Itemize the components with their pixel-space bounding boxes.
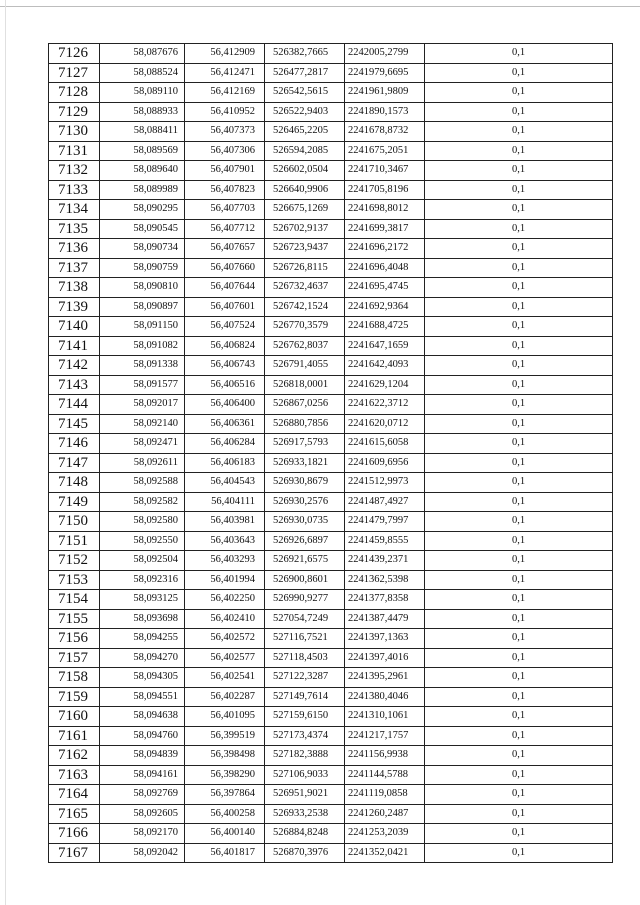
x-coordinate-cell: 526930,8679 bbox=[265, 473, 345, 493]
latitude-cell: 58,092550 bbox=[100, 531, 185, 551]
latitude-cell: 58,091082 bbox=[100, 336, 185, 356]
x-coordinate-cell: 527054,7249 bbox=[265, 609, 345, 629]
point-number: 7153 bbox=[49, 570, 100, 590]
value-cell: 0,1 bbox=[425, 219, 613, 239]
table-row bbox=[49, 473, 613, 493]
point-number: 7132 bbox=[49, 161, 100, 181]
longitude-cell: 56,399519 bbox=[185, 726, 265, 746]
x-coordinate-cell: 526880,7856 bbox=[265, 414, 345, 434]
table-row bbox=[49, 414, 613, 434]
table-row bbox=[49, 843, 613, 863]
latitude-cell: 58,094760 bbox=[100, 726, 185, 746]
x-coordinate-cell: 526818,0001 bbox=[265, 375, 345, 395]
table-row bbox=[49, 804, 613, 824]
longitude-cell: 56,404543 bbox=[185, 473, 265, 493]
point-number: 7162 bbox=[49, 746, 100, 766]
point-number: 7143 bbox=[49, 375, 100, 395]
latitude-cell: 58,093125 bbox=[100, 590, 185, 610]
value-cell: 0,1 bbox=[425, 551, 613, 571]
value-cell: 0,1 bbox=[425, 726, 613, 746]
value-cell: 0,1 bbox=[425, 122, 613, 142]
y-coordinate-cell: 2241622,3712 bbox=[345, 395, 425, 415]
longitude-cell: 56,398290 bbox=[185, 765, 265, 785]
latitude-cell: 58,090545 bbox=[100, 219, 185, 239]
point-number: 7141 bbox=[49, 336, 100, 356]
point-number: 7126 bbox=[49, 44, 100, 64]
latitude-cell: 58,092582 bbox=[100, 492, 185, 512]
value-cell: 0,1 bbox=[425, 707, 613, 727]
table-row bbox=[49, 395, 613, 415]
value-cell: 0,1 bbox=[425, 609, 613, 629]
latitude-cell: 58,094255 bbox=[100, 629, 185, 649]
longitude-cell: 56,406516 bbox=[185, 375, 265, 395]
point-number: 7138 bbox=[49, 278, 100, 298]
latitude-cell: 58,089989 bbox=[100, 180, 185, 200]
y-coordinate-cell: 2241979,6695 bbox=[345, 63, 425, 83]
x-coordinate-cell: 527122,3287 bbox=[265, 668, 345, 688]
y-coordinate-cell: 2241387,4479 bbox=[345, 609, 425, 629]
x-coordinate-cell: 526951,9021 bbox=[265, 785, 345, 805]
y-coordinate-cell: 2241119,0858 bbox=[345, 785, 425, 805]
x-coordinate-cell: 526867,0256 bbox=[265, 395, 345, 415]
table-row bbox=[49, 746, 613, 766]
longitude-cell: 56,407306 bbox=[185, 141, 265, 161]
value-cell: 0,1 bbox=[425, 531, 613, 551]
value-cell: 0,1 bbox=[425, 200, 613, 220]
x-coordinate-cell: 526926,6897 bbox=[265, 531, 345, 551]
x-coordinate-cell: 527106,9033 bbox=[265, 765, 345, 785]
value-cell: 0,1 bbox=[425, 570, 613, 590]
latitude-cell: 58,092316 bbox=[100, 570, 185, 590]
longitude-cell: 56,401095 bbox=[185, 707, 265, 727]
value-cell: 0,1 bbox=[425, 180, 613, 200]
x-coordinate-cell: 526762,8037 bbox=[265, 336, 345, 356]
latitude-cell: 58,089569 bbox=[100, 141, 185, 161]
latitude-cell: 58,090734 bbox=[100, 239, 185, 259]
y-coordinate-cell: 2241260,2487 bbox=[345, 804, 425, 824]
value-cell: 0,1 bbox=[425, 804, 613, 824]
point-number: 7150 bbox=[49, 512, 100, 532]
y-coordinate-cell: 2241512,9973 bbox=[345, 473, 425, 493]
latitude-cell: 58,092170 bbox=[100, 824, 185, 844]
table-row bbox=[49, 668, 613, 688]
y-coordinate-cell: 2241397,4016 bbox=[345, 648, 425, 668]
longitude-cell: 56,403643 bbox=[185, 531, 265, 551]
longitude-cell: 56,406183 bbox=[185, 453, 265, 473]
x-coordinate-cell: 526726,8115 bbox=[265, 258, 345, 278]
point-number: 7157 bbox=[49, 648, 100, 668]
latitude-cell: 58,094839 bbox=[100, 746, 185, 766]
y-coordinate-cell: 2241352,0421 bbox=[345, 843, 425, 863]
y-coordinate-cell: 2241156,9938 bbox=[345, 746, 425, 766]
latitude-cell: 58,092611 bbox=[100, 453, 185, 473]
table-row bbox=[49, 453, 613, 473]
latitude-cell: 58,092471 bbox=[100, 434, 185, 454]
x-coordinate-cell: 526933,1821 bbox=[265, 453, 345, 473]
latitude-cell: 58,092605 bbox=[100, 804, 185, 824]
table-row bbox=[49, 239, 613, 259]
longitude-cell: 56,406284 bbox=[185, 434, 265, 454]
table-row bbox=[49, 609, 613, 629]
longitude-cell: 56,412471 bbox=[185, 63, 265, 83]
table-row bbox=[49, 63, 613, 83]
value-cell: 0,1 bbox=[425, 317, 613, 337]
table-row bbox=[49, 102, 613, 122]
latitude-cell: 58,094161 bbox=[100, 765, 185, 785]
table-row bbox=[49, 531, 613, 551]
value-cell: 0,1 bbox=[425, 648, 613, 668]
longitude-cell: 56,406361 bbox=[185, 414, 265, 434]
point-number: 7160 bbox=[49, 707, 100, 727]
table-row bbox=[49, 512, 613, 532]
x-coordinate-cell: 526702,9137 bbox=[265, 219, 345, 239]
point-number: 7147 bbox=[49, 453, 100, 473]
latitude-cell: 58,092042 bbox=[100, 843, 185, 863]
latitude-cell: 58,092769 bbox=[100, 785, 185, 805]
point-number: 7165 bbox=[49, 804, 100, 824]
longitude-cell: 56,401994 bbox=[185, 570, 265, 590]
longitude-cell: 56,400258 bbox=[185, 804, 265, 824]
longitude-cell: 56,402250 bbox=[185, 590, 265, 610]
point-number: 7159 bbox=[49, 687, 100, 707]
point-number: 7148 bbox=[49, 473, 100, 493]
y-coordinate-cell: 2241705,8196 bbox=[345, 180, 425, 200]
x-coordinate-cell: 526990,9277 bbox=[265, 590, 345, 610]
table-row bbox=[49, 629, 613, 649]
latitude-cell: 58,088411 bbox=[100, 122, 185, 142]
x-coordinate-cell: 526602,0504 bbox=[265, 161, 345, 181]
x-coordinate-cell: 526675,1269 bbox=[265, 200, 345, 220]
table-row bbox=[49, 726, 613, 746]
y-coordinate-cell: 2241629,1204 bbox=[345, 375, 425, 395]
value-cell: 0,1 bbox=[425, 590, 613, 610]
x-coordinate-cell: 527182,3888 bbox=[265, 746, 345, 766]
table-row bbox=[49, 570, 613, 590]
coordinates-table bbox=[48, 43, 613, 863]
table-row bbox=[49, 551, 613, 571]
table-row bbox=[49, 336, 613, 356]
value-cell: 0,1 bbox=[425, 239, 613, 259]
latitude-cell: 58,091150 bbox=[100, 317, 185, 337]
latitude-cell: 58,094305 bbox=[100, 668, 185, 688]
point-number: 7133 bbox=[49, 180, 100, 200]
x-coordinate-cell: 526884,8248 bbox=[265, 824, 345, 844]
x-coordinate-cell: 526930,2576 bbox=[265, 492, 345, 512]
scan-edge-line bbox=[5, 0, 6, 905]
latitude-cell: 58,090759 bbox=[100, 258, 185, 278]
longitude-cell: 56,407644 bbox=[185, 278, 265, 298]
y-coordinate-cell: 2241217,1757 bbox=[345, 726, 425, 746]
table-row bbox=[49, 824, 613, 844]
x-coordinate-cell: 526921,6575 bbox=[265, 551, 345, 571]
value-cell: 0,1 bbox=[425, 414, 613, 434]
point-number: 7154 bbox=[49, 590, 100, 610]
value-cell: 0,1 bbox=[425, 629, 613, 649]
y-coordinate-cell: 2241961,9809 bbox=[345, 83, 425, 103]
longitude-cell: 56,406400 bbox=[185, 395, 265, 415]
point-number: 7129 bbox=[49, 102, 100, 122]
point-number: 7164 bbox=[49, 785, 100, 805]
table-row bbox=[49, 161, 613, 181]
point-number: 7163 bbox=[49, 765, 100, 785]
point-number: 7134 bbox=[49, 200, 100, 220]
value-cell: 0,1 bbox=[425, 83, 613, 103]
latitude-cell: 58,088933 bbox=[100, 102, 185, 122]
longitude-cell: 56,412909 bbox=[185, 44, 265, 64]
y-coordinate-cell: 2241380,4046 bbox=[345, 687, 425, 707]
table-row bbox=[49, 122, 613, 142]
y-coordinate-cell: 2241688,4725 bbox=[345, 317, 425, 337]
value-cell: 0,1 bbox=[425, 473, 613, 493]
value-cell: 0,1 bbox=[425, 843, 613, 863]
value-cell: 0,1 bbox=[425, 161, 613, 181]
table-row bbox=[49, 83, 613, 103]
value-cell: 0,1 bbox=[425, 492, 613, 512]
value-cell: 0,1 bbox=[425, 395, 613, 415]
longitude-cell: 56,407703 bbox=[185, 200, 265, 220]
latitude-cell: 58,090295 bbox=[100, 200, 185, 220]
longitude-cell: 56,403293 bbox=[185, 551, 265, 571]
latitude-cell: 58,094270 bbox=[100, 648, 185, 668]
longitude-cell: 56,397864 bbox=[185, 785, 265, 805]
x-coordinate-cell: 526770,3579 bbox=[265, 317, 345, 337]
x-coordinate-cell: 526640,9906 bbox=[265, 180, 345, 200]
longitude-cell: 56,407524 bbox=[185, 317, 265, 337]
point-number: 7167 bbox=[49, 843, 100, 863]
x-coordinate-cell: 527173,4374 bbox=[265, 726, 345, 746]
longitude-cell: 56,400140 bbox=[185, 824, 265, 844]
table-row bbox=[49, 141, 613, 161]
longitude-cell: 56,407712 bbox=[185, 219, 265, 239]
table-row bbox=[49, 375, 613, 395]
longitude-cell: 56,402410 bbox=[185, 609, 265, 629]
x-coordinate-cell: 526477,2817 bbox=[265, 63, 345, 83]
value-cell: 0,1 bbox=[425, 297, 613, 317]
latitude-cell: 58,092588 bbox=[100, 473, 185, 493]
latitude-cell: 58,091338 bbox=[100, 356, 185, 376]
y-coordinate-cell: 2241710,3467 bbox=[345, 161, 425, 181]
table-row bbox=[49, 765, 613, 785]
y-coordinate-cell: 2241678,8732 bbox=[345, 122, 425, 142]
y-coordinate-cell: 2241647,1659 bbox=[345, 336, 425, 356]
x-coordinate-cell: 526791,4055 bbox=[265, 356, 345, 376]
point-number: 7149 bbox=[49, 492, 100, 512]
longitude-cell: 56,407601 bbox=[185, 297, 265, 317]
latitude-cell: 58,093698 bbox=[100, 609, 185, 629]
value-cell: 0,1 bbox=[425, 687, 613, 707]
point-number: 7146 bbox=[49, 434, 100, 454]
longitude-cell: 56,410952 bbox=[185, 102, 265, 122]
point-number: 7131 bbox=[49, 141, 100, 161]
table-row bbox=[49, 590, 613, 610]
value-cell: 0,1 bbox=[425, 102, 613, 122]
table-row bbox=[49, 434, 613, 454]
latitude-cell: 58,092504 bbox=[100, 551, 185, 571]
point-number: 7155 bbox=[49, 609, 100, 629]
x-coordinate-cell: 527116,7521 bbox=[265, 629, 345, 649]
table-row bbox=[49, 219, 613, 239]
x-coordinate-cell: 526933,2538 bbox=[265, 804, 345, 824]
x-coordinate-cell: 526465,2205 bbox=[265, 122, 345, 142]
y-coordinate-cell: 2241397,1363 bbox=[345, 629, 425, 649]
point-number: 7166 bbox=[49, 824, 100, 844]
value-cell: 0,1 bbox=[425, 765, 613, 785]
value-cell: 0,1 bbox=[425, 63, 613, 83]
latitude-cell: 58,094551 bbox=[100, 687, 185, 707]
point-number: 7135 bbox=[49, 219, 100, 239]
value-cell: 0,1 bbox=[425, 512, 613, 532]
latitude-cell: 58,090810 bbox=[100, 278, 185, 298]
y-coordinate-cell: 2241144,5788 bbox=[345, 765, 425, 785]
latitude-cell: 58,092140 bbox=[100, 414, 185, 434]
y-coordinate-cell: 2241362,5398 bbox=[345, 570, 425, 590]
point-number: 7140 bbox=[49, 317, 100, 337]
longitude-cell: 56,412169 bbox=[185, 83, 265, 103]
point-number: 7156 bbox=[49, 629, 100, 649]
value-cell: 0,1 bbox=[425, 668, 613, 688]
latitude-cell: 58,091577 bbox=[100, 375, 185, 395]
point-number: 7144 bbox=[49, 395, 100, 415]
longitude-cell: 56,407823 bbox=[185, 180, 265, 200]
latitude-cell: 58,092580 bbox=[100, 512, 185, 532]
x-coordinate-cell: 527149,7614 bbox=[265, 687, 345, 707]
x-coordinate-cell: 526870,3976 bbox=[265, 843, 345, 863]
point-number: 7158 bbox=[49, 668, 100, 688]
value-cell: 0,1 bbox=[425, 746, 613, 766]
latitude-cell: 58,088524 bbox=[100, 63, 185, 83]
point-number: 7139 bbox=[49, 297, 100, 317]
y-coordinate-cell: 2241439,2371 bbox=[345, 551, 425, 571]
table-row bbox=[49, 785, 613, 805]
table-row bbox=[49, 180, 613, 200]
y-coordinate-cell: 2241696,2172 bbox=[345, 239, 425, 259]
y-coordinate-cell: 2241609,6956 bbox=[345, 453, 425, 473]
x-coordinate-cell: 527159,6150 bbox=[265, 707, 345, 727]
table-row bbox=[49, 492, 613, 512]
table-row bbox=[49, 707, 613, 727]
table-row bbox=[49, 200, 613, 220]
point-number: 7145 bbox=[49, 414, 100, 434]
y-coordinate-cell: 2241459,8555 bbox=[345, 531, 425, 551]
y-coordinate-cell: 2241890,1573 bbox=[345, 102, 425, 122]
longitude-cell: 56,401817 bbox=[185, 843, 265, 863]
y-coordinate-cell: 2241695,4745 bbox=[345, 278, 425, 298]
longitude-cell: 56,406824 bbox=[185, 336, 265, 356]
value-cell: 0,1 bbox=[425, 356, 613, 376]
x-coordinate-cell: 526723,9437 bbox=[265, 239, 345, 259]
y-coordinate-cell: 2241642,4093 bbox=[345, 356, 425, 376]
value-cell: 0,1 bbox=[425, 278, 613, 298]
x-coordinate-cell: 526917,5793 bbox=[265, 434, 345, 454]
y-coordinate-cell: 2241310,1061 bbox=[345, 707, 425, 727]
table-row bbox=[49, 297, 613, 317]
latitude-cell: 58,089640 bbox=[100, 161, 185, 181]
value-cell: 0,1 bbox=[425, 785, 613, 805]
x-coordinate-cell: 526542,5615 bbox=[265, 83, 345, 103]
point-number: 7136 bbox=[49, 239, 100, 259]
y-coordinate-cell: 2241620,0712 bbox=[345, 414, 425, 434]
table-row bbox=[49, 687, 613, 707]
table-row bbox=[49, 44, 613, 64]
point-number: 7128 bbox=[49, 83, 100, 103]
longitude-cell: 56,402577 bbox=[185, 648, 265, 668]
point-number: 7151 bbox=[49, 531, 100, 551]
longitude-cell: 56,402541 bbox=[185, 668, 265, 688]
longitude-cell: 56,404111 bbox=[185, 492, 265, 512]
y-coordinate-cell: 2241615,6058 bbox=[345, 434, 425, 454]
latitude-cell: 58,087676 bbox=[100, 44, 185, 64]
page-top-rule bbox=[0, 6, 640, 7]
longitude-cell: 56,406743 bbox=[185, 356, 265, 376]
value-cell: 0,1 bbox=[425, 824, 613, 844]
y-coordinate-cell: 2241692,9364 bbox=[345, 297, 425, 317]
value-cell: 0,1 bbox=[425, 336, 613, 356]
coordinates-table-body bbox=[49, 44, 613, 863]
latitude-cell: 58,090897 bbox=[100, 297, 185, 317]
value-cell: 0,1 bbox=[425, 44, 613, 64]
longitude-cell: 56,407901 bbox=[185, 161, 265, 181]
table-row bbox=[49, 356, 613, 376]
x-coordinate-cell: 526930,0735 bbox=[265, 512, 345, 532]
longitude-cell: 56,398498 bbox=[185, 746, 265, 766]
y-coordinate-cell: 2241698,8012 bbox=[345, 200, 425, 220]
point-number: 7130 bbox=[49, 122, 100, 142]
table-row bbox=[49, 317, 613, 337]
latitude-cell: 58,092017 bbox=[100, 395, 185, 415]
x-coordinate-cell: 526900,8601 bbox=[265, 570, 345, 590]
x-coordinate-cell: 526594,2085 bbox=[265, 141, 345, 161]
point-number: 7127 bbox=[49, 63, 100, 83]
point-number: 7161 bbox=[49, 726, 100, 746]
y-coordinate-cell: 2241699,3817 bbox=[345, 219, 425, 239]
x-coordinate-cell: 526522,9403 bbox=[265, 102, 345, 122]
longitude-cell: 56,403981 bbox=[185, 512, 265, 532]
table-row bbox=[49, 648, 613, 668]
value-cell: 0,1 bbox=[425, 453, 613, 473]
y-coordinate-cell: 2241395,2961 bbox=[345, 668, 425, 688]
longitude-cell: 56,402572 bbox=[185, 629, 265, 649]
point-number: 7137 bbox=[49, 258, 100, 278]
longitude-cell: 56,407657 bbox=[185, 239, 265, 259]
point-number: 7152 bbox=[49, 551, 100, 571]
value-cell: 0,1 bbox=[425, 375, 613, 395]
y-coordinate-cell: 2241253,2039 bbox=[345, 824, 425, 844]
longitude-cell: 56,407373 bbox=[185, 122, 265, 142]
longitude-cell: 56,402287 bbox=[185, 687, 265, 707]
point-number: 7142 bbox=[49, 356, 100, 376]
x-coordinate-cell: 526732,4637 bbox=[265, 278, 345, 298]
y-coordinate-cell: 2241696,4048 bbox=[345, 258, 425, 278]
value-cell: 0,1 bbox=[425, 434, 613, 454]
y-coordinate-cell: 2241479,7997 bbox=[345, 512, 425, 532]
table-row bbox=[49, 258, 613, 278]
latitude-cell: 58,089110 bbox=[100, 83, 185, 103]
table-row bbox=[49, 278, 613, 298]
latitude-cell: 58,094638 bbox=[100, 707, 185, 727]
value-cell: 0,1 bbox=[425, 258, 613, 278]
y-coordinate-cell: 2242005,2799 bbox=[345, 44, 425, 64]
y-coordinate-cell: 2241675,2051 bbox=[345, 141, 425, 161]
y-coordinate-cell: 2241487,4927 bbox=[345, 492, 425, 512]
x-coordinate-cell: 526382,7665 bbox=[265, 44, 345, 64]
value-cell: 0,1 bbox=[425, 141, 613, 161]
y-coordinate-cell: 2241377,8358 bbox=[345, 590, 425, 610]
x-coordinate-cell: 526742,1524 bbox=[265, 297, 345, 317]
x-coordinate-cell: 527118,4503 bbox=[265, 648, 345, 668]
longitude-cell: 56,407660 bbox=[185, 258, 265, 278]
